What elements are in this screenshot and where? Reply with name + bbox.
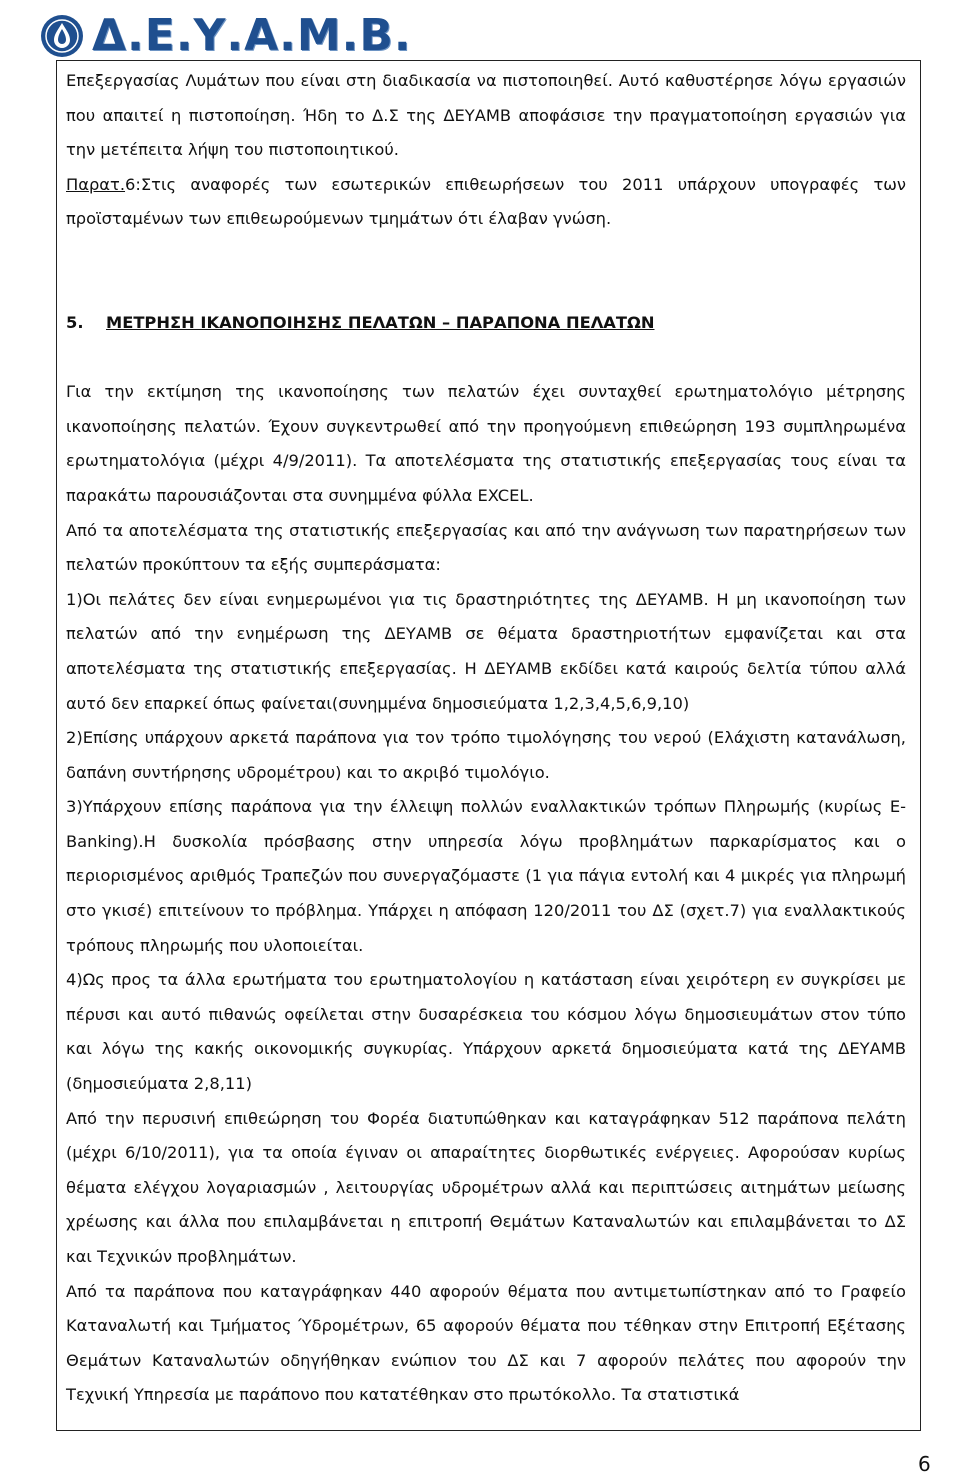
remark-paragraph xyxy=(66,168,906,237)
paragraph: 2)Επίσης υπάρχουν αρκετά παράπονα για τον τρόπο τιμολόγησης του νερού (Ελάχιστη κατανάλωση, δαπάνη συντήρησης υδρομέτρου) και το ακριβό τιμολόγιο. xyxy=(66,728,906,782)
paragraph: 1)Οι πελάτες δεν είναι ενημερωμένοι για τις δραστηριότητες της ΔΕΥΑΜΒ. Η μη ικανοποίηση των πελατών από την ενημέρωση της ΔΕΥΑΜΒ σε θέματα δραστηριοτήτων εμφανίζεται και στα αποτελέσματα της στατιστικής επεξεργασίας. Η ΔΕΥΑΜΒ εκδίδει κατά καιρούς δελτία τύπου αλλά αυτό δεν επαρκεί όπως φαίνεται(συνημμένα δημοσιεύματα 1,2,3,4,5,6,9,10) xyxy=(66,589,906,713)
water-drop-emblem-icon xyxy=(40,14,84,58)
paragraph: Για την εκτίμηση της ικανοποίησης των πελατών έχει συνταχθεί ερωτηματολόγιο μέτρησης ικανοποίησης πελατών. Έχουν συγκεντρωθεί από την προηγούμενη επιθεώρηση 193 συμπληρωμένα ερωτηματολόγια (μέχρι 4/9/2011). Τα αποτελέσματα της στατιστικής επεξεργασίας τους είναι τα παρακάτω παρουσιάζονται στα συνημμένα φύλλα EXCEL. xyxy=(66,382,906,505)
paragraph: Από τα παράπονα που καταγράφηκαν 440 αφορούν θέματα που αντιμετωπίστηκαν από το Γραφείο Καταναλωτή και Τμήματος Ύδρομέτρων, 65 αφορούν θέματα που τέθηκαν στην Επιτροπή Εξέτασης Θεμάτων Καταναλωτών οδηγήθηκαν ενώπιον του ΔΣ και 7 αφορούν πελάτες που αφορούν την Τεχνική Υπηρεσία με παράπονο που κατατέθηκαν στο πρωτόκολλο. Τα στατιστικά xyxy=(66,1281,906,1405)
page-header xyxy=(0,0,960,62)
section-number: 5. xyxy=(66,312,84,332)
paragraph: 4)Ως προς τα άλλα ερωτήματα του ερωτηματολογίου η κατάσταση είναι χειρότερη εν συγκρίσει με πέρυσι και αυτό πιθανώς οφείλεται στην δυσαρέσκεια του κόσμου λόγω δημοσιευμάτων στον τύπο και λόγω της κακής οικονομικής συγκυρίας. Υπάρχουν αρκετά δημοσιεύματα κατά της ΔΕΥΑΜΒ (δημοσιεύματα 2,8,11) xyxy=(66,970,906,1094)
section-heading xyxy=(66,306,906,341)
paragraph: Από τα αποτελέσματα της στατιστικής επεξεργασίας και από την ανάγνωση των παρατηρήσεων των πελατών προκύπτουν τα εξής συμπεράσματα: xyxy=(66,520,906,575)
section-title: ΜΕΤΡΗΣΗ ΙΚΑΝΟΠΟΙΗΣΗΣ ΠΕΛΑΤΩΝ – ΠΑΡΑΠΟΝΑ ΠΕΛΑΤΩΝ xyxy=(106,312,655,332)
paragraph: Από την περυσινή επιθεώρηση του Φορέα διατυπώθηκαν και καταγράφηκαν 512 παράπονα πελάτη (μέχρι 6/10/2011), για τα οποία έγιναν οι απαραίτητες διορθωτικές ενέργειες. Αφορούσαν κυρίως θέματα ελέγχου λογαριασμών , λειτουργίας υδρομέτρων αλλά και περιπτώσεις αιτημάτων μείωσης χρέωσης και άλλα που επιλαμβάνεται η επιτροπή Θεμάτων Καταναλωτών και επιλαμβάνεται το ΔΣ και Τεχνικών προβλημάτων. xyxy=(66,1108,906,1266)
remark-label: Παρατ. xyxy=(66,174,126,194)
paragraph: Επεξεργασίας Λυμάτων που είναι στη διαδικασία να πιστοποιηθεί. Αυτό καθυστέρησε λόγω εργασιών που απαιτεί η πιστοποίηση. Ήδη το Δ.Σ της ΔΕΥΑΜΒ αποφάσισε την πραγματοποίηση εργασιών για την μετέπειτα λήψη του πιστοποιητικού. xyxy=(66,71,906,160)
page-number: 6 xyxy=(918,1452,931,1476)
remark-text: 6:Στις αναφορές των εσωτερικών επιθεωρήσεων του 2011 υπάρχουν υπογραφές των προϊσταμένων των επιθεωρούμενων τμημάτων ότι έλαβαν γνώση. xyxy=(66,174,906,229)
paragraph: 3)Υπάρχουν επίσης παράπονα για την έλλειψη πολλών εναλλακτικών τρόπων Πληρωμής (κυρίως E-Banking).Η δυσκολία πρόσβασης στην υπηρεσία λόγω προβλημάτων παρκαρίσματος και ο περιορισμένος αριθμός Τραπεζών που συνεργαζόμαστε (1 για πάγια εντολή και 4 μικρές για πληρωμή στο γκισέ) επιτείνουν το πρόβλημα. Υπάρχει η απόφαση 120/2011 του ΔΣ (σχετ.7) για εναλλακτικούς τρόπους πληρωμής που υλοποιείται. xyxy=(66,797,906,955)
organization-logo-text: Δ.Ε.Υ.Α.Μ.Β. xyxy=(92,10,412,61)
document-body xyxy=(66,64,906,1413)
